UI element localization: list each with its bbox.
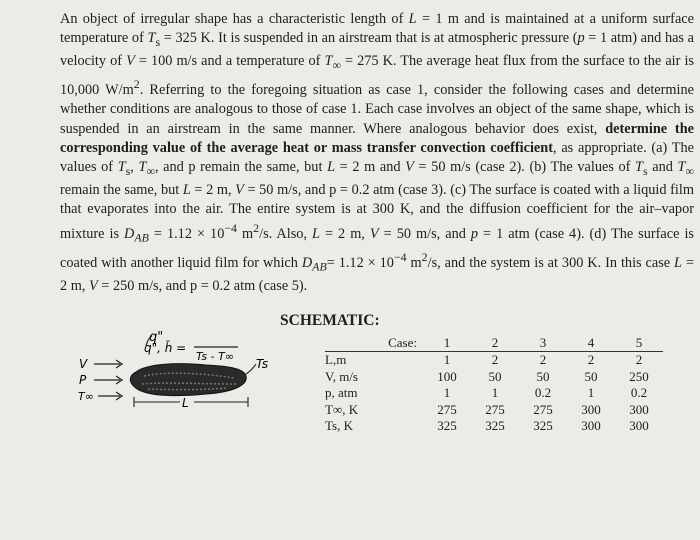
schematic-figure (76, 322, 276, 422)
table-cell: 2 (491, 352, 499, 368)
p-label: P (79, 373, 87, 387)
table-cell: 1 (587, 385, 595, 401)
table-row (325, 352, 663, 369)
case-number: 1 (423, 335, 471, 352)
l-label: L (182, 396, 189, 410)
row-label: V, m/s (325, 368, 358, 384)
ts-label: Ts (256, 357, 269, 371)
flux-symbol: q" (149, 330, 164, 345)
table-cell: 0.2 (630, 385, 648, 401)
schematic-title: SCHEMATIC: (280, 312, 380, 329)
case-table (325, 335, 663, 434)
case-number: 4 (567, 335, 615, 352)
table-cell: 50 (584, 368, 598, 384)
table-cell: 250 (629, 368, 649, 384)
table-row (325, 418, 663, 434)
table-cell: 300 (629, 401, 649, 417)
table-cell: 300 (581, 401, 601, 417)
object-body (130, 364, 246, 396)
table-cell: 275 (437, 401, 457, 417)
table-cell: 1 (491, 385, 499, 401)
denominator: Ts - T∞ (196, 350, 234, 363)
row-label: T∞, K (325, 401, 359, 417)
problem-statement: An object of irregular shape has a characteristic length of L = 1 m and is maintained at a uniform surface temperature of $T_s = 325$ K. It is suspended in an airstream that is at atmospheric pressure (p = 1 atm) and has a velocity of V = 100 m/s and a temperature of $T_\infty = 275$ K. The average heat flux from the surface to the air is 10,000 $W/m^2$. Referring to the foregoing situation as case 1, consider the following cases and determine whether conditions are analogous to those of case 1. Each case involves an object of the same shape, which is suspended in an airstream in the same manner. Where analogous behavior does exist, determine the corresponding value of the average heat or mass transfer convection coefficient, as appropriate. (a) The values of $T_s$, $T_\infty$, and p remain the same, but L = 2 m and V = 50 m/s (case 2). (b) The values of $T_s$ and $T_\infty$ remain the same, but L = 2 m, V = 50 m/s, and p = 0.2 atm (case 3). (c) The surface is coated with a liquid film that evaporates into the air. The entire system is at 300 K, and the diffusion coefficient for the air–vapor mixture is $D_{AB} = 1.12 \times 10^{-4}$ $m^2/s$. Also, L = 2 m, V = 50 m/s, and p = 1 atm (case 4). (d) The surface is coated with another liquid film for which $D_{AB}= 1.12 \times 10^{-4}$ $m^2/s$, and the system is at 300 K. In this case L = 2 m, V = 250 m/s, and p = 0.2 atm (case 5). (60, 11, 694, 295)
table-cell: 2 (587, 352, 595, 368)
table-cell: 1 (443, 385, 451, 401)
case-number: 2 (471, 335, 519, 352)
table-cell: 50 (536, 368, 550, 384)
table-cell: 2 (635, 352, 643, 368)
case-number: 3 (519, 335, 567, 352)
row-label: Ts, K (325, 418, 353, 434)
table-cell: 325 (533, 418, 553, 434)
table-cell: 325 (437, 418, 457, 434)
table-cell: 2 (539, 352, 547, 368)
table-cell: 100 (437, 368, 457, 384)
table-row (325, 385, 663, 401)
table-cell: 275 (485, 401, 505, 417)
table-cell: 325 (485, 418, 505, 434)
table-cell: 300 (581, 418, 601, 434)
table-cell: 1 (443, 352, 451, 368)
table-cell: 0.2 (534, 385, 552, 401)
h-lhs: q", h̄ = (144, 341, 187, 355)
tinf-label: T∞ (78, 390, 94, 403)
table-cell: 300 (629, 418, 649, 434)
case-label: Case: (325, 335, 423, 352)
table-header-row (325, 335, 663, 352)
table-row (325, 402, 663, 418)
row-label: L,m (325, 352, 347, 368)
table-row (325, 369, 663, 385)
table-cell: 275 (533, 401, 553, 417)
v-label: V (79, 357, 88, 371)
row-label: p, atm (325, 385, 358, 401)
table-cell: 50 (488, 368, 502, 384)
bold-instruction: determine the corresponding value of the average heat or mass transfer convection coefficient (60, 120, 694, 156)
case-number: 5 (615, 335, 663, 352)
